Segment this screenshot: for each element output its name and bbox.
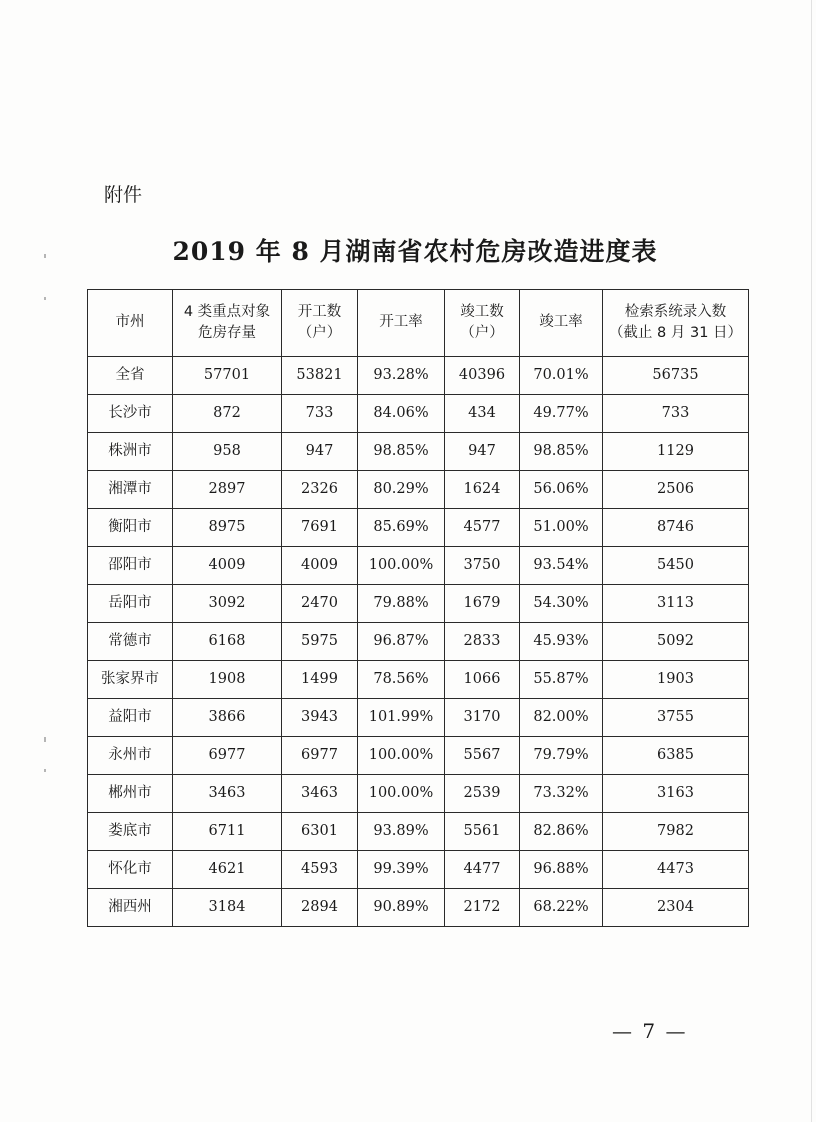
city-cell: 娄底市 [88,813,173,851]
city-cell: 衡阳市 [88,509,173,547]
value-cell: 96.87% [358,623,445,661]
value-cell: 99.39% [358,851,445,889]
column-header: 竣工数 （户） [445,290,520,357]
document-title: 2019 年 8 月湖南省农村危房改造进度表 [172,237,658,266]
value-cell: 1903 [603,661,749,699]
value-cell: 958 [173,433,282,471]
value-cell: 4477 [445,851,520,889]
value-cell: 3163 [603,775,749,813]
value-cell: 82.00% [520,699,603,737]
progress-table [87,289,749,927]
value-cell: 2326 [282,471,358,509]
value-cell: 93.89% [358,813,445,851]
column-header: 开工率 [358,290,445,357]
value-cell: 55.87% [520,661,603,699]
city-cell: 岳阳市 [88,585,173,623]
value-cell: 872 [173,395,282,433]
table-row [88,585,749,623]
value-cell: 7982 [603,813,749,851]
value-cell: 56735 [603,357,749,395]
value-cell: 4009 [173,547,282,585]
value-cell: 6977 [282,737,358,775]
column-header: 市州 [88,290,173,357]
value-cell: 57701 [173,357,282,395]
value-cell: 53821 [282,357,358,395]
value-cell: 6168 [173,623,282,661]
value-cell: 2172 [445,889,520,927]
value-cell: 1499 [282,661,358,699]
city-cell: 株洲市 [88,433,173,471]
table-row [88,509,749,547]
value-cell: 947 [282,433,358,471]
table-row [88,851,749,889]
value-cell: 947 [445,433,520,471]
value-cell: 3866 [173,699,282,737]
value-cell: 5450 [603,547,749,585]
value-cell: 98.85% [520,433,603,471]
value-cell: 51.00% [520,509,603,547]
page-number: — 7 — [612,1019,688,1043]
value-cell: 45.93% [520,623,603,661]
value-cell: 90.89% [358,889,445,927]
value-cell: 3184 [173,889,282,927]
value-cell: 56.06% [520,471,603,509]
value-cell: 733 [603,395,749,433]
table-row [88,775,749,813]
city-cell: 张家界市 [88,661,173,699]
value-cell: 1679 [445,585,520,623]
value-cell: 5567 [445,737,520,775]
value-cell: 2539 [445,775,520,813]
city-cell: 常德市 [88,623,173,661]
value-cell: 3755 [603,699,749,737]
value-cell: 8746 [603,509,749,547]
value-cell: 93.54% [520,547,603,585]
value-cell: 80.29% [358,471,445,509]
scan-speck [44,297,46,300]
table-row [88,471,749,509]
scan-speck [44,769,46,772]
value-cell: 5092 [603,623,749,661]
value-cell: 1624 [445,471,520,509]
value-cell: 733 [282,395,358,433]
city-cell: 怀化市 [88,851,173,889]
table-row [88,661,749,699]
table-body [88,357,749,927]
value-cell: 8975 [173,509,282,547]
scan-speck [44,737,46,742]
table-row [88,737,749,775]
value-cell: 79.79% [520,737,603,775]
value-cell: 6385 [603,737,749,775]
value-cell: 5975 [282,623,358,661]
value-cell: 2304 [603,889,749,927]
city-cell: 邵阳市 [88,547,173,585]
table-row [88,889,749,927]
value-cell: 2833 [445,623,520,661]
table-row [88,699,749,737]
value-cell: 4577 [445,509,520,547]
city-cell: 湘潭市 [88,471,173,509]
value-cell: 98.85% [358,433,445,471]
table-header-row [88,290,749,357]
value-cell: 434 [445,395,520,433]
city-cell: 长沙市 [88,395,173,433]
value-cell: 6977 [173,737,282,775]
city-cell: 全省 [88,357,173,395]
value-cell: 4621 [173,851,282,889]
value-cell: 4473 [603,851,749,889]
column-header: 竣工率 [520,290,603,357]
value-cell: 1066 [445,661,520,699]
table-row [88,433,749,471]
value-cell: 2506 [603,471,749,509]
table-row [88,357,749,395]
value-cell: 6301 [282,813,358,851]
value-cell: 96.88% [520,851,603,889]
value-cell: 7691 [282,509,358,547]
table-row [88,623,749,661]
table-row [88,395,749,433]
value-cell: 40396 [445,357,520,395]
value-cell: 3463 [282,775,358,813]
column-header: 开工数 （户） [282,290,358,357]
column-header: 4 类重点对象 危房存量 [173,290,282,357]
value-cell: 70.01% [520,357,603,395]
column-header: 检索系统录入数 （截止 8 月 31 日） [603,290,749,357]
value-cell: 78.56% [358,661,445,699]
value-cell: 54.30% [520,585,603,623]
value-cell: 84.06% [358,395,445,433]
attachment-label: 附件 [104,184,143,206]
value-cell: 49.77% [520,395,603,433]
table-row [88,813,749,851]
value-cell: 3463 [173,775,282,813]
value-cell: 6711 [173,813,282,851]
value-cell: 68.22% [520,889,603,927]
value-cell: 4009 [282,547,358,585]
value-cell: 3092 [173,585,282,623]
value-cell: 100.00% [358,547,445,585]
value-cell: 82.86% [520,813,603,851]
table-row [88,547,749,585]
value-cell: 93.28% [358,357,445,395]
city-cell: 益阳市 [88,699,173,737]
value-cell: 2897 [173,471,282,509]
value-cell: 3113 [603,585,749,623]
value-cell: 85.69% [358,509,445,547]
value-cell: 101.99% [358,699,445,737]
value-cell: 73.32% [520,775,603,813]
value-cell: 100.00% [358,775,445,813]
value-cell: 5561 [445,813,520,851]
value-cell: 3750 [445,547,520,585]
value-cell: 3943 [282,699,358,737]
city-cell: 永州市 [88,737,173,775]
value-cell: 3170 [445,699,520,737]
value-cell: 1908 [173,661,282,699]
scan-edge-line [811,0,812,1122]
value-cell: 2470 [282,585,358,623]
city-cell: 郴州市 [88,775,173,813]
value-cell: 100.00% [358,737,445,775]
value-cell: 1129 [603,433,749,471]
value-cell: 2894 [282,889,358,927]
value-cell: 4593 [282,851,358,889]
city-cell: 湘西州 [88,889,173,927]
value-cell: 79.88% [358,585,445,623]
